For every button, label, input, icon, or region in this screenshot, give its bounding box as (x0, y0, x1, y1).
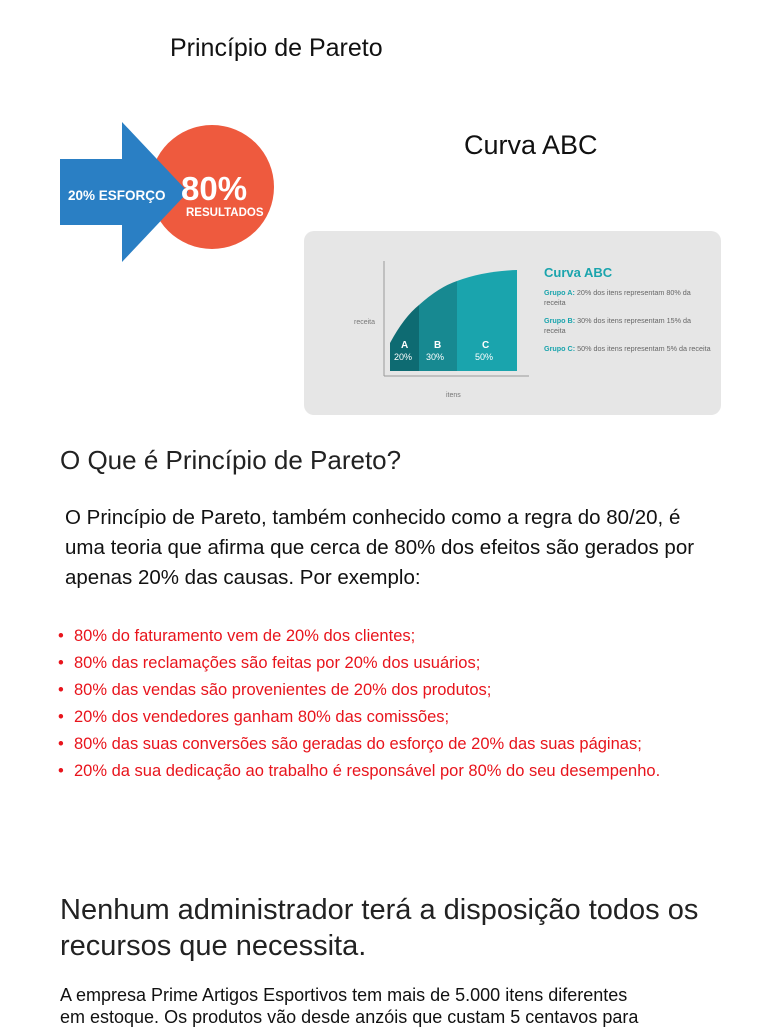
intro-paragraph: O Princípio de Pareto, também conhecido como a regra do 80/20, é uma teoria que afirma que cerca de 80% dos efeitos são gerados por apenas 20% das causas. Por exemplo: (65, 506, 695, 589)
curva-abc-title: Curva ABC (464, 130, 598, 160)
abc-legend-item (544, 316, 714, 335)
list-item (58, 653, 748, 673)
bullet-dot: • (58, 654, 64, 672)
bullet-dot: • (58, 681, 64, 699)
page-title: Princípio de Pareto (170, 34, 383, 62)
list-item (58, 761, 748, 781)
section2-body (60, 984, 768, 1028)
abc-legend-group: Grupo A: (544, 288, 575, 297)
abc-y-label: receita (354, 319, 376, 326)
list-item (58, 680, 748, 700)
abc-legend-text: 30% dos itens representam 15% da receita (544, 316, 692, 335)
bullet-dot: • (58, 708, 64, 726)
abc-x-label: itens (446, 392, 461, 399)
section2-heading: Nenhum administrador terá a disposição todos os recursos que necessita. (60, 894, 699, 962)
abc-legend-text: 20% dos itens representam 80% da receita (544, 288, 691, 307)
abc-chart-panel (304, 231, 721, 415)
list-item-text: 80% do faturamento vem de 20% dos clientes; (74, 627, 416, 645)
abc-legend-group: Grupo C: (544, 344, 576, 353)
abc-legend-item (544, 288, 714, 307)
abc-legend-title: Curva ABC (544, 265, 613, 280)
pareto-arrow-label: 20% ESFORÇO (68, 188, 166, 203)
pareto-circle-value: 80% (181, 170, 248, 207)
list-item-text: 20% dos vendedores ganham 80% das comissões; (74, 708, 450, 726)
list-item-text: 80% das suas conversões são geradas do esforço de 20% das suas páginas; (74, 735, 642, 753)
bullet-dot: • (58, 762, 64, 780)
abc-letter-a: A (401, 340, 409, 351)
abc-legend-group: Grupo B: (544, 316, 576, 325)
list-item (58, 626, 748, 646)
pareto-circle-label: RESULTADOS (186, 207, 264, 219)
list-item-text: 80% das vendas são provenientes de 20% dos produtos; (74, 681, 492, 699)
bullet-dot: • (58, 735, 64, 753)
abc-legend-item (544, 344, 714, 354)
abc-legend (544, 265, 714, 363)
abc-legend-text: 50% dos itens representam 5% da receita (577, 344, 711, 353)
bullet-dot: • (58, 627, 64, 645)
list-item-text: 20% da sua dedicação ao trabalho é responsável por 80% do seu desempenho. (74, 762, 661, 780)
list-item-text: 80% das reclamações são feitas por 20% dos usuários; (74, 654, 481, 672)
abc-pct-b: 30% (426, 352, 445, 362)
section2-body-line: A empresa Prime Artigos Esportivos tem mais de 5.000 itens diferentes (60, 985, 628, 1005)
abc-letter-b: B (434, 340, 442, 351)
pareto-svg (60, 102, 280, 262)
section2-body-line: em estoque. Os produtos vão desde anzóis que custam 5 centavos para (60, 1007, 639, 1027)
abc-pct-c: 50% (475, 352, 494, 362)
examples-list (58, 626, 748, 788)
list-item (58, 707, 748, 727)
list-item (58, 734, 748, 754)
pareto-graphic (60, 102, 280, 262)
abc-pct-a: 20% (394, 352, 413, 362)
section-question: O Que é Princípio de Pareto? (60, 445, 402, 475)
abc-letter-c: C (482, 340, 490, 351)
